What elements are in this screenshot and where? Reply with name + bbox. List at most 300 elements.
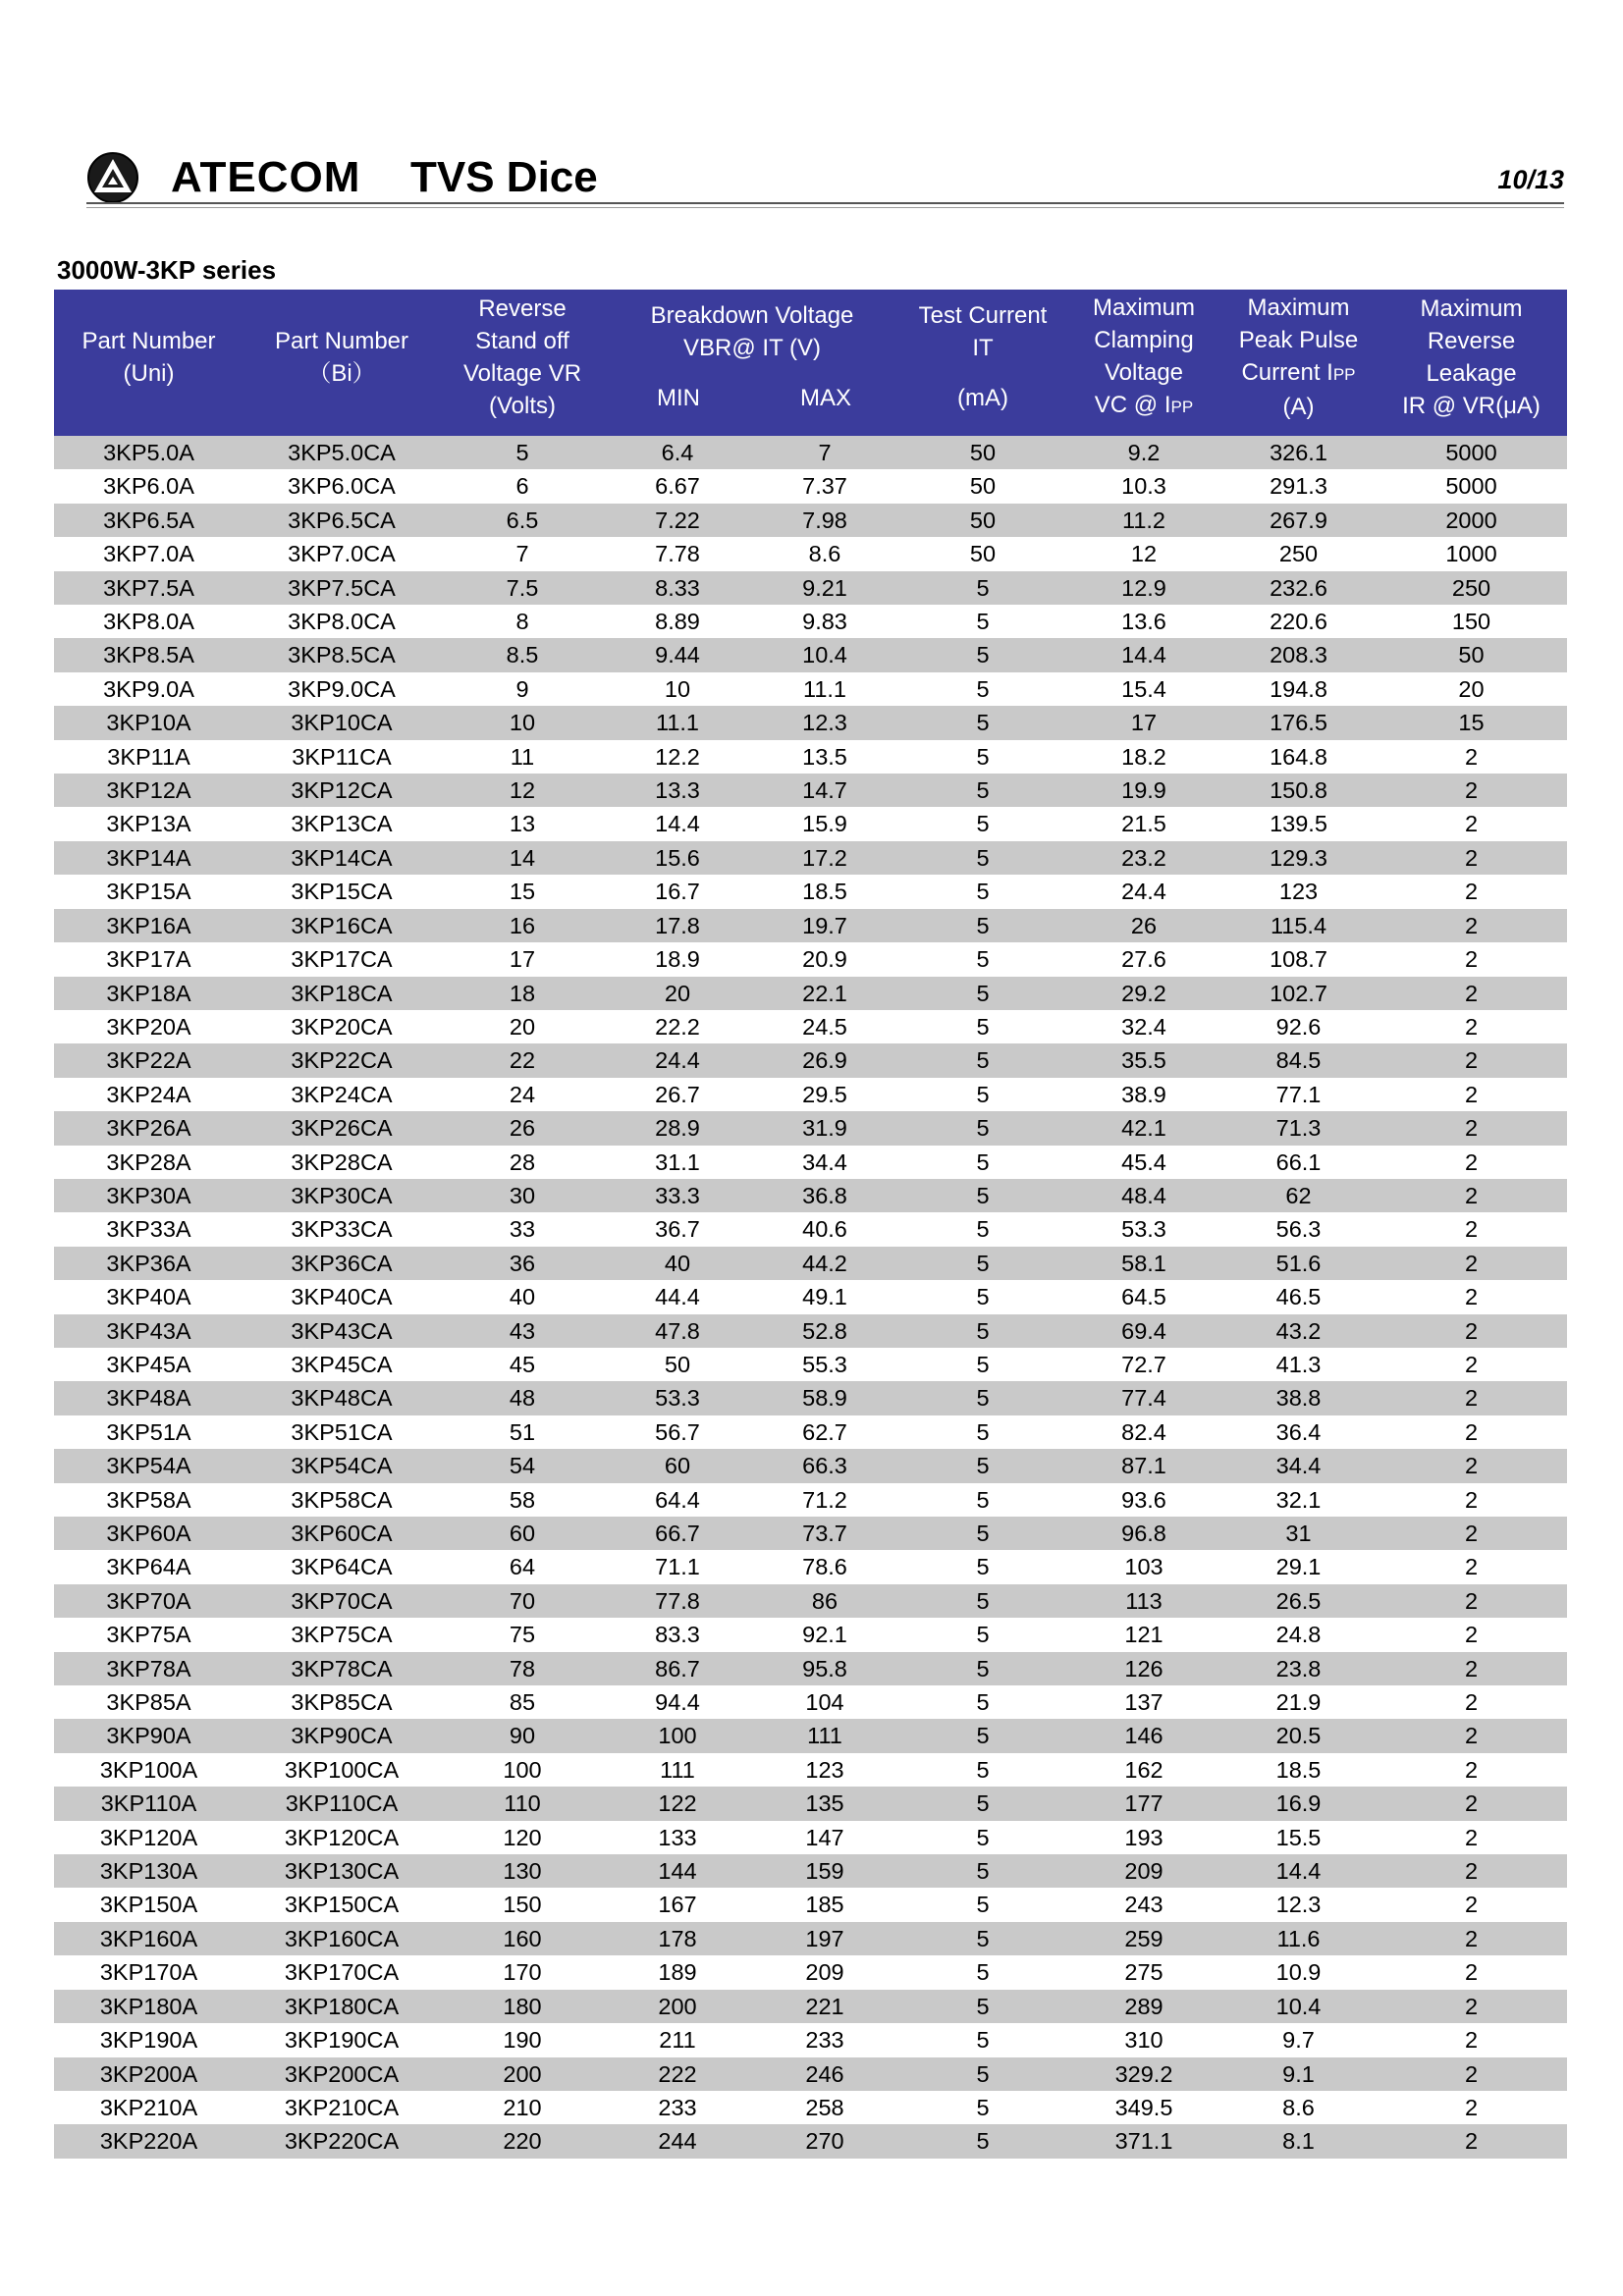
table-cell: 9.83 [750, 605, 899, 638]
table-cell: 113 [1066, 1584, 1221, 1618]
table-cell: 221 [750, 1990, 899, 2023]
table-cell: 211 [605, 2023, 750, 2056]
table-cell: 77.1 [1221, 1078, 1376, 1111]
col-part-uni-line1: Part Number [81, 327, 216, 354]
table-cell: 7 [750, 436, 899, 469]
col-part-uni-line2: (Uni) [123, 359, 175, 387]
table-row [54, 2023, 1567, 2056]
table-cell: 3KP28A [54, 1146, 243, 1179]
table-cell: 2 [1376, 1854, 1567, 1888]
table-cell: 103 [1066, 1550, 1221, 1583]
table-cell: 34.4 [1221, 1449, 1376, 1482]
table-cell: 32.1 [1221, 1483, 1376, 1517]
table-cell: 2 [1376, 1618, 1567, 1651]
table-row [54, 1483, 1567, 1517]
series-title: 3000W-3KP series [57, 255, 277, 285]
table-cell: 17.8 [605, 909, 750, 942]
table-cell: 38.8 [1221, 1381, 1376, 1415]
table-cell: 5 [899, 1078, 1066, 1111]
table-cell: 3KP8.5CA [243, 638, 440, 671]
col-it-line2: IT [972, 335, 994, 361]
col-vc-line2: Clamping [1094, 326, 1194, 353]
table-cell: 26.5 [1221, 1584, 1376, 1618]
table-cell: 3KP70A [54, 1584, 243, 1618]
table-cell: 2 [1376, 1010, 1567, 1043]
table-cell: 2 [1376, 1550, 1567, 1583]
table-cell: 160 [440, 1922, 605, 1955]
table-cell: 150 [1376, 605, 1567, 638]
table-cell: 5 [899, 1483, 1066, 1517]
col-ipp [1221, 290, 1376, 424]
table-cell: 64.5 [1066, 1280, 1221, 1313]
table-row [54, 1449, 1567, 1482]
table-cell: 3KP85CA [243, 1685, 440, 1719]
table-cell: 5 [899, 740, 1066, 774]
table-cell: 120 [440, 1821, 605, 1854]
table-cell: 16.7 [605, 875, 750, 908]
table-cell: 46.5 [1221, 1280, 1376, 1313]
table-cell: 5 [899, 1922, 1066, 1955]
table-cell: 19.7 [750, 909, 899, 942]
table-cell: 3KP54A [54, 1449, 243, 1482]
table-cell: 78.6 [750, 1550, 899, 1583]
table-cell: 3KP180CA [243, 1990, 440, 2023]
col-ir-line1: Maximum [1420, 294, 1523, 322]
table-cell: 5 [899, 1010, 1066, 1043]
table-cell: 28.9 [605, 1111, 750, 1145]
table-cell: 1000 [1376, 537, 1567, 570]
table-cell: 3KP33CA [243, 1212, 440, 1246]
table-cell: 3KP120CA [243, 1821, 440, 1854]
table-cell: 5 [899, 1652, 1066, 1685]
table-cell: 329.2 [1066, 2057, 1221, 2091]
table-cell: 5 [899, 1212, 1066, 1246]
table-cell: 167 [605, 1888, 750, 1921]
table-row [54, 1314, 1567, 1348]
table-cell: 53.3 [1066, 1212, 1221, 1246]
table-cell: 126 [1066, 1652, 1221, 1685]
table-cell: 73.7 [750, 1517, 899, 1550]
table-cell: 3KP180A [54, 1990, 243, 2023]
table-cell: 3KP70CA [243, 1584, 440, 1618]
table-cell: 50 [899, 469, 1066, 503]
col-ir-line3: Leakage [1426, 359, 1517, 387]
table-cell: 58.1 [1066, 1247, 1221, 1280]
table-row [54, 537, 1567, 570]
col-ipp-line3-text: Current I [1241, 358, 1333, 386]
table-cell: 7 [440, 537, 605, 570]
table-cell: 9.44 [605, 638, 750, 671]
table-cell: 349.5 [1066, 2091, 1221, 2124]
table-cell: 2 [1376, 1449, 1567, 1482]
table-cell: 2 [1376, 1381, 1567, 1415]
table-cell: 3KP210A [54, 2091, 243, 2124]
table-cell: 3KP90CA [243, 1719, 440, 1752]
table-row [54, 706, 1567, 739]
table-cell: 7.22 [605, 504, 750, 537]
table-cell: 2 [1376, 1821, 1567, 1854]
table-cell: 5 [899, 1618, 1066, 1651]
table-cell: 55.3 [750, 1348, 899, 1381]
table-cell: 5 [899, 1888, 1066, 1921]
table-cell: 210 [440, 2091, 605, 2124]
table-cell: 7.37 [750, 469, 899, 503]
col-it-line3: (mA) [957, 385, 1008, 411]
table-cell: 3KP12A [54, 774, 243, 807]
table-cell: 3KP51CA [243, 1415, 440, 1449]
page-header [86, 147, 1564, 206]
table-cell: 5 [899, 2023, 1066, 2056]
table-cell: 3KP7.0CA [243, 537, 440, 570]
table-cell: 58.9 [750, 1381, 899, 1415]
table-cell: 5 [899, 1719, 1066, 1752]
table-cell: 72.7 [1066, 1348, 1221, 1381]
table-cell: 102.7 [1221, 977, 1376, 1010]
col-part-uni [54, 290, 243, 424]
table-cell: 44.4 [605, 1280, 750, 1313]
table-cell: 24.4 [605, 1043, 750, 1077]
table-cell: 12.2 [605, 740, 750, 774]
table-cell: 3KP190CA [243, 2023, 440, 2056]
table-cell: 194.8 [1221, 672, 1376, 706]
table-cell: 3KP58CA [243, 1483, 440, 1517]
table-cell: 3KP160CA [243, 1922, 440, 1955]
table-cell: 3KP130A [54, 1854, 243, 1888]
table-cell: 289 [1066, 1990, 1221, 2023]
table-cell: 3KP48A [54, 1381, 243, 1415]
table-cell: 6.67 [605, 469, 750, 503]
table-cell: 5 [899, 1348, 1066, 1381]
table-cell: 3KP200CA [243, 2057, 440, 2091]
col-vr-line2: Stand off [475, 327, 569, 354]
table-cell: 40.6 [750, 1212, 899, 1246]
table-cell: 185 [750, 1888, 899, 1921]
table-cell: 38.9 [1066, 1078, 1221, 1111]
table-cell: 23.8 [1221, 1652, 1376, 1685]
table-cell: 5 [899, 1314, 1066, 1348]
table-cell: 3KP64A [54, 1550, 243, 1583]
table-cell: 150 [440, 1888, 605, 1921]
table-row [54, 807, 1567, 840]
table-cell: 3KP30CA [243, 1179, 440, 1212]
table-cell: 26.9 [750, 1043, 899, 1077]
table-cell: 15.6 [605, 841, 750, 875]
table-cell: 43.2 [1221, 1314, 1376, 1348]
table-cell: 5 [899, 1146, 1066, 1179]
table-cell: 144 [605, 1854, 750, 1888]
col-vbr-max: MAX [799, 385, 851, 411]
table-row [54, 1990, 1567, 2023]
table-cell: 123 [1221, 875, 1376, 908]
table-cell: 18 [440, 977, 605, 1010]
table-cell: 3KP8.0A [54, 605, 243, 638]
table-cell: 15.4 [1066, 672, 1221, 706]
table-cell: 9.7 [1221, 2023, 1376, 2056]
table-cell: 2 [1376, 1111, 1567, 1145]
table-cell: 164.8 [1221, 740, 1376, 774]
table-cell: 3KP22A [54, 1043, 243, 1077]
table-row [54, 1078, 1567, 1111]
table-cell: 3KP24A [54, 1078, 243, 1111]
table-cell: 69.4 [1066, 1314, 1221, 1348]
table-cell: 8.6 [1221, 2091, 1376, 2124]
table-cell: 5 [899, 807, 1066, 840]
table-cell: 178 [605, 1922, 750, 1955]
table-cell: 5 [899, 841, 1066, 875]
col-ipp-line1: Maximum [1247, 294, 1350, 321]
table-cell: 2 [1376, 1685, 1567, 1719]
table-cell: 3KP10A [54, 706, 243, 739]
table-cell: 3KP36A [54, 1247, 243, 1280]
table-cell: 50 [605, 1348, 750, 1381]
table-cell: 18.5 [750, 875, 899, 908]
col-it [899, 290, 1066, 424]
table-cell: 48.4 [1066, 1179, 1221, 1212]
table-cell: 86.7 [605, 1652, 750, 1685]
table-cell: 19.9 [1066, 774, 1221, 807]
col-vr-line4: (Volts) [488, 392, 556, 419]
table-cell: 3KP60CA [243, 1517, 440, 1550]
table-cell: 3KP26CA [243, 1111, 440, 1145]
table-cell: 3KP75A [54, 1618, 243, 1651]
table-cell: 246 [750, 2057, 899, 2091]
table-cell: 33 [440, 1212, 605, 1246]
product-name: TVS Dice [410, 153, 598, 201]
table-cell: 3KP40A [54, 1280, 243, 1313]
table-row [54, 1247, 1567, 1280]
table-cell: 232.6 [1221, 571, 1376, 605]
table-cell: 29.1 [1221, 1550, 1376, 1583]
table-row [54, 469, 1567, 503]
table-row [54, 2124, 1567, 2158]
table-cell: 10.4 [750, 638, 899, 671]
table-cell: 50 [899, 537, 1066, 570]
table-cell: 24.4 [1066, 875, 1221, 908]
table-cell: 10.3 [1066, 469, 1221, 503]
table-cell: 3KP28CA [243, 1146, 440, 1179]
table-cell: 108.7 [1221, 942, 1376, 976]
table-cell: 233 [750, 2023, 899, 2056]
table-cell: 3KP22CA [243, 1043, 440, 1077]
table-cell: 62.7 [750, 1415, 899, 1449]
table-cell: 233 [605, 2091, 750, 2124]
table-cell: 93.6 [1066, 1483, 1221, 1517]
table-cell: 2 [1376, 807, 1567, 840]
table-cell: 2 [1376, 774, 1567, 807]
table-cell: 5 [899, 1517, 1066, 1550]
table-cell: 5 [899, 605, 1066, 638]
table-cell: 8 [440, 605, 605, 638]
table-cell: 3KP120A [54, 1821, 243, 1854]
table-cell: 3KP6.5A [54, 504, 243, 537]
col-ir-line4: IR @ VR(μA) [1402, 392, 1541, 419]
table-cell: 78 [440, 1652, 605, 1685]
table-cell: 82.4 [1066, 1415, 1221, 1449]
table-cell: 11.1 [750, 672, 899, 706]
col-ipp-line3-sub: PP [1332, 364, 1356, 384]
table-cell: 3KP9.0CA [243, 672, 440, 706]
table-row [54, 1854, 1567, 1888]
col-part-bi-line2: （Bi） [307, 359, 376, 387]
table-cell: 64 [440, 1550, 605, 1583]
table-cell: 193 [1066, 1821, 1221, 1854]
table-row [54, 774, 1567, 807]
table-cell: 36.7 [605, 1212, 750, 1246]
col-vc [1066, 290, 1221, 424]
table-cell: 94.4 [605, 1685, 750, 1719]
table-cell: 41.3 [1221, 1348, 1376, 1381]
table-cell: 31.1 [605, 1146, 750, 1179]
table-cell: 104 [750, 1685, 899, 1719]
table-cell: 26 [1066, 909, 1221, 942]
table-cell: 3KP26A [54, 1111, 243, 1145]
table-cell: 12 [1066, 537, 1221, 570]
table-cell: 3KP24CA [243, 1078, 440, 1111]
table-cell: 48 [440, 1381, 605, 1415]
table-cell: 3KP7.0A [54, 537, 243, 570]
table-cell: 3KP14CA [243, 841, 440, 875]
header-bottom-band [54, 424, 1567, 436]
table-cell: 267.9 [1221, 504, 1376, 537]
table-cell: 130 [440, 1854, 605, 1888]
table-cell: 3KP40CA [243, 1280, 440, 1313]
col-ipp-line3 [1221, 356, 1376, 391]
table-row [54, 2091, 1567, 2124]
table-cell: 30 [440, 1179, 605, 1212]
table-cell: 137 [1066, 1685, 1221, 1719]
table-cell: 3KP58A [54, 1483, 243, 1517]
table-cell: 9.1 [1221, 2057, 1376, 2091]
table-cell: 10 [440, 706, 605, 739]
table-cell: 3KP8.5A [54, 638, 243, 671]
table-cell: 5 [899, 1550, 1066, 1583]
col-part-bi [243, 290, 440, 424]
table-cell: 2 [1376, 1888, 1567, 1921]
table-cell: 83.3 [605, 1618, 750, 1651]
table-cell: 176.5 [1221, 706, 1376, 739]
table-cell: 2 [1376, 1280, 1567, 1313]
table-cell: 3KP45CA [243, 1348, 440, 1381]
table-cell: 2000 [1376, 504, 1567, 537]
table-cell: 3KP130CA [243, 1854, 440, 1888]
table-cell: 100 [440, 1753, 605, 1787]
col-part-bi-line1: Part Number [274, 327, 409, 354]
table-cell: 3KP11CA [243, 740, 440, 774]
table-cell: 2 [1376, 1922, 1567, 1955]
table-cell: 3KP20CA [243, 1010, 440, 1043]
table-cell: 54 [440, 1449, 605, 1482]
table-cell: 11.6 [1221, 1922, 1376, 1955]
table-cell: 11.2 [1066, 504, 1221, 537]
table-cell: 5 [899, 1111, 1066, 1145]
table-cell: 14.4 [1066, 638, 1221, 671]
table-row [54, 1618, 1567, 1651]
spec-table [54, 290, 1567, 2159]
table-cell: 24.8 [1221, 1618, 1376, 1651]
table-cell: 3KP7.5A [54, 571, 243, 605]
table-cell: 2 [1376, 1415, 1567, 1449]
table-cell: 92.1 [750, 1618, 899, 1651]
table-cell: 5 [899, 1685, 1066, 1719]
table-cell: 50 [1376, 638, 1567, 671]
table-cell: 3KP43CA [243, 1314, 440, 1348]
table-cell: 2 [1376, 909, 1567, 942]
table-cell: 20.5 [1221, 1719, 1376, 1752]
table-cell: 3KP210CA [243, 2091, 440, 2124]
table-cell: 189 [605, 1955, 750, 1989]
table-cell: 2 [1376, 1043, 1567, 1077]
table-row [54, 1111, 1567, 1145]
table-cell: 3KP64CA [243, 1550, 440, 1583]
table-cell: 2 [1376, 977, 1567, 1010]
table-cell: 3KP60A [54, 1517, 243, 1550]
table-cell: 17 [1066, 706, 1221, 739]
table-cell: 8.33 [605, 571, 750, 605]
table-cell: 3KP36CA [243, 1247, 440, 1280]
table-cell: 3KP220A [54, 2124, 243, 2158]
table-cell: 2 [1376, 1990, 1567, 2023]
table-row [54, 1146, 1567, 1179]
table-cell: 3KP13A [54, 807, 243, 840]
table-row [54, 1517, 1567, 1550]
table-cell: 5 [899, 1280, 1066, 1313]
table-cell: 5 [440, 436, 605, 469]
table-row [54, 977, 1567, 1010]
table-cell: 3KP15A [54, 875, 243, 908]
table-cell: 10 [605, 672, 750, 706]
table-row [54, 1652, 1567, 1685]
col-vr-line1: Reverse [478, 294, 567, 322]
table-cell: 139.5 [1221, 807, 1376, 840]
col-vr [440, 290, 605, 424]
table-cell: 2 [1376, 1212, 1567, 1246]
table-row [54, 1685, 1567, 1719]
table-cell: 87.1 [1066, 1449, 1221, 1482]
table-cell: 3KP11A [54, 740, 243, 774]
table-cell: 9.21 [750, 571, 899, 605]
table-cell: 5 [899, 571, 1066, 605]
table-cell: 180 [440, 1990, 605, 2023]
table-cell: 16.9 [1221, 1787, 1376, 1820]
table-cell: 22.2 [605, 1010, 750, 1043]
table-cell: 5 [899, 1247, 1066, 1280]
table-cell: 275 [1066, 1955, 1221, 1989]
table-cell: 12.3 [750, 706, 899, 739]
table-cell: 21.5 [1066, 807, 1221, 840]
col-vbr-line1: Breakdown Voltage [650, 302, 854, 329]
table-cell: 7.5 [440, 571, 605, 605]
table-cell: 2 [1376, 2091, 1567, 2124]
table-cell: 5 [899, 1753, 1066, 1787]
table-cell: 5 [899, 875, 1066, 908]
table-row [54, 1280, 1567, 1313]
table-cell: 133 [605, 1821, 750, 1854]
table-cell: 9 [440, 672, 605, 706]
table-cell: 18.9 [605, 942, 750, 976]
table-cell: 3KP33A [54, 1212, 243, 1246]
table-cell: 8.1 [1221, 2124, 1376, 2158]
table-cell: 5 [899, 1787, 1066, 1820]
table-cell: 3KP90A [54, 1719, 243, 1752]
table-cell: 270 [750, 2124, 899, 2158]
col-ipp-line4: (A) [1282, 393, 1315, 420]
table-cell: 7.98 [750, 504, 899, 537]
table-cell: 77.4 [1066, 1381, 1221, 1415]
table-cell: 5 [899, 1990, 1066, 2023]
table-cell: 90 [440, 1719, 605, 1752]
table-cell: 14.4 [605, 807, 750, 840]
table-cell: 92.6 [1221, 1010, 1376, 1043]
